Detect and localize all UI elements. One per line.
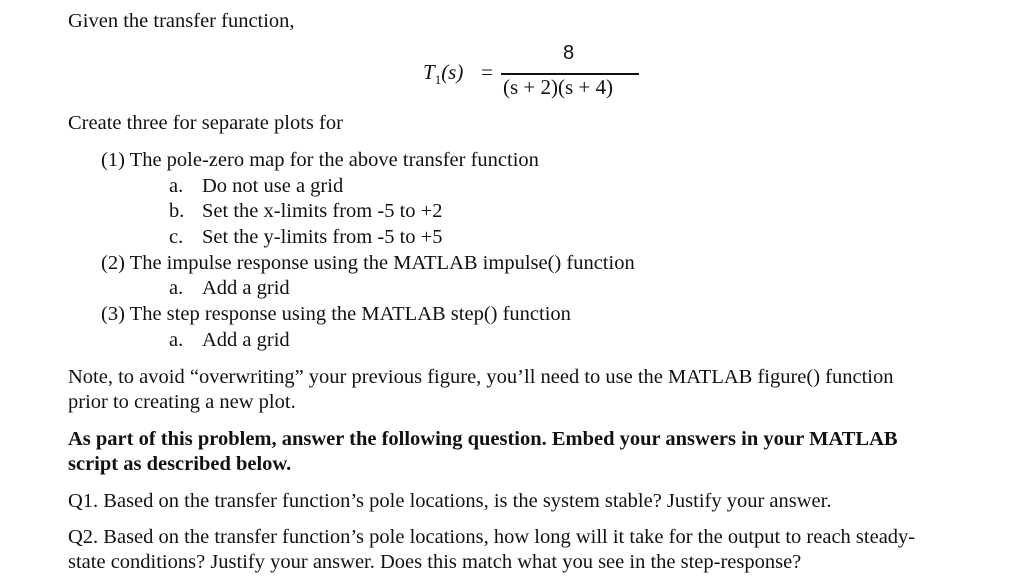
question-1: Q1. Based on the transfer function’s pole locations, is the system stable? Justify your answer.: [68, 490, 832, 512]
task-2-text: The impulse response using the MATLAB impulse() function: [129, 252, 635, 274]
equation-denominator: (s + 2)(s + 4): [503, 75, 614, 99]
task-1b-text: Set the x-limits from -5 to +2: [202, 200, 443, 222]
task-2a-marker: a.: [169, 277, 184, 299]
task-2a: [169, 275, 290, 301]
task-1c-text: Set the y-limits from -5 to +5: [202, 226, 443, 248]
task-3a-text: Add a grid: [202, 329, 290, 351]
note-line-2: prior to creating a new plot.: [68, 391, 296, 413]
task-3: [101, 301, 571, 327]
question-2-line-1: Q2. Based on the transfer function’s pole locations, how long will it take for the output to reach steady-: [68, 526, 916, 548]
equation-equals: =: [481, 60, 493, 84]
task-1b-marker: b.: [169, 200, 185, 222]
task-2: [101, 250, 635, 276]
equation-lhs: $T_1(s)$: [423, 60, 464, 88]
task-3a: [169, 327, 290, 353]
task-1: [101, 147, 539, 173]
transfer-function-equation: [423, 42, 653, 104]
equation-numerator: 8: [563, 42, 575, 64]
task-1a: [169, 173, 343, 199]
task-3a-marker: a.: [169, 329, 184, 351]
task-1a-text: Do not use a grid: [202, 175, 344, 197]
question-2-line-2: state conditions? Justify your answer. Does this match what you see in the step-response?: [68, 551, 802, 573]
task-1-marker: (1): [101, 149, 125, 171]
task-1c-marker: c.: [169, 226, 184, 248]
task-1c: [169, 224, 442, 250]
task-3-text: The step response using the MATLAB step() function: [129, 303, 571, 325]
note-line-1: Note, to avoid “overwriting” your previous figure, you’ll need to use the MATLAB figure() function: [68, 366, 894, 388]
task-2-marker: (2): [101, 252, 125, 274]
intro-text: Given the transfer function,: [68, 10, 295, 32]
task-2a-text: Add a grid: [202, 277, 290, 299]
task-1a-marker: a.: [169, 175, 184, 197]
instruction-line-1: As part of this problem, answer the following question. Embed your answers in your MATLAB: [68, 428, 898, 450]
task-1b: [169, 198, 442, 224]
task-1-text: The pole-zero map for the above transfer function: [129, 149, 539, 171]
create-line: Create three for separate plots for: [68, 112, 343, 134]
task-3-marker: (3): [101, 303, 125, 325]
instruction-line-2: script as described below.: [68, 453, 292, 475]
